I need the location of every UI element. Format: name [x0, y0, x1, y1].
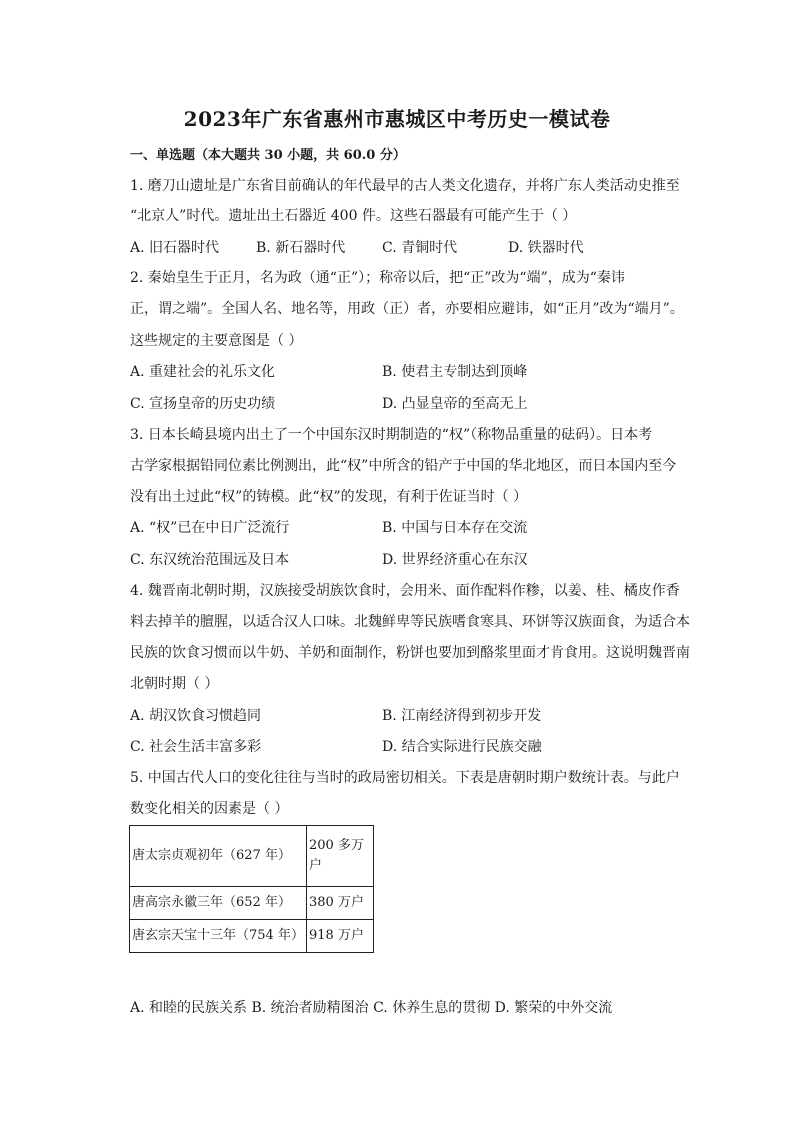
- question-3-option-d: D. 世界经济重心在东汉: [382, 552, 528, 568]
- question-1-line-1: 1. 磨刀山遗址是广东省目前确认的年代最早的古人类文化遗存，并将广东人类活动史推至: [130, 178, 680, 194]
- table-cell-period: 唐高宗永徽三年（652 年）: [130, 887, 307, 920]
- question-3-line-1: 3. 日本长崎县境内出土了一个中国东汉时期制造的“权”（称物品重量的砝码）。日本考: [130, 427, 653, 443]
- document-title: 2023年广东省惠州市惠城区中考历史一模试卷: [183, 107, 611, 131]
- question-4-option-c: C. 社会生活丰富多彩: [130, 739, 262, 755]
- question-2-line-1: 2. 秦始皇生于正月，名为政（通“正”）；称帝以后，把“正”改为“端”，成为“秦讳: [130, 270, 625, 286]
- households-table: [129, 825, 374, 953]
- question-4-option-a: A. 胡汉饮食习惯趋同: [130, 708, 262, 724]
- question-1-option-b: B. 新石器时代: [256, 240, 346, 256]
- table-cell-households-part-2: 户: [309, 858, 323, 873]
- table-cell-households: 380 万户: [307, 887, 374, 920]
- question-3-option-b: B. 中国与日本存在交流: [382, 520, 528, 536]
- question-2-line-2: 正，谓之端”。全国人名、地名等，用政（正）者，亦要相应避讳，如“正月”改为“端月”。: [130, 301, 684, 317]
- question-4-option-d: D. 结合实际进行民族交融: [382, 739, 542, 755]
- question-4-line-3: 民族的饮食习惯而以牛奶、羊奶和面制作，粉饼也要加到酪浆里面才肯食用。这说明魏晋南: [130, 645, 690, 661]
- question-2-option-b: B. 使君主专制达到顶峰: [382, 364, 528, 380]
- table-cell-period: 唐太宗贞观初年（627 年）: [130, 826, 307, 887]
- table-cell-households-part-1: 200 多万: [309, 838, 364, 853]
- section-heading: 一、单选题（本大题共 30 小题，共 60.0 分）: [130, 148, 406, 163]
- question-2-option-a: A. 重建社会的礼乐文化: [130, 364, 276, 380]
- table-cell-households: [307, 826, 374, 887]
- question-3-option-a: A. “权”已在中日广泛流行: [130, 520, 290, 536]
- table-row: [130, 887, 374, 920]
- question-2-line-3: 这些规定的主要意图是（ ）: [130, 333, 303, 349]
- question-1-option-d: D. 铁器时代: [508, 240, 584, 256]
- question-3-line-3: 没有出土过此“权”的铸模。此“权”的发现，有利于佐证当时（ ）: [130, 489, 528, 505]
- question-3-line-2: 古学家根据铅同位素比例测出，此“权”中所含的铅产于中国的华北地区，而日本国内至今: [130, 458, 677, 474]
- question-1-line-2: “北京人”时代。遗址出土石器近 400 件。这些石器最有可能产生于（ ）: [130, 208, 577, 224]
- question-2-option-d: D. 凸显皇帝的至高无上: [382, 396, 528, 412]
- question-4-line-4: 北朝时期（ ）: [130, 676, 219, 692]
- question-4-option-b: B. 江南经济得到初步开发: [382, 708, 542, 724]
- question-4-line-1: 4. 魏晋南北朝时期，汉族接受胡族饮食时，会用米、面作配料作糁，以姜、桂、橘皮作香: [130, 583, 680, 599]
- question-1-option-a: A. 旧石器时代: [130, 240, 220, 256]
- table-cell-households: 918 万户: [307, 920, 374, 953]
- question-5-line-1: 5. 中国古代人口的变化往往与当时的政局密切相关。下表是唐朝时期户数统计表。与此户: [130, 770, 680, 786]
- question-2-option-c: C. 宣扬皇帝的历史功绩: [130, 396, 276, 412]
- question-4-line-2: 料去掉羊的膻腥，以适合汉人口味。北魏鲜卑等民族嗜食寒具、环饼等汉族面食，为适合本: [130, 614, 690, 630]
- question-5-options: A. 和睦的民族关系 B. 统治者励精图治 C. 休养生息的贯彻 D. 繁荣的中外交流: [130, 1000, 613, 1016]
- question-3-option-c: C. 东汉统治范围远及日本: [130, 552, 290, 568]
- question-1-option-c: C. 青铜时代: [382, 240, 458, 256]
- table-row: [130, 920, 374, 953]
- table-cell-period: 唐玄宗天宝十三年（754 年）: [130, 920, 307, 953]
- table-row: [130, 826, 374, 887]
- question-5-line-2: 数变化相关的因素是（ ）: [130, 801, 289, 817]
